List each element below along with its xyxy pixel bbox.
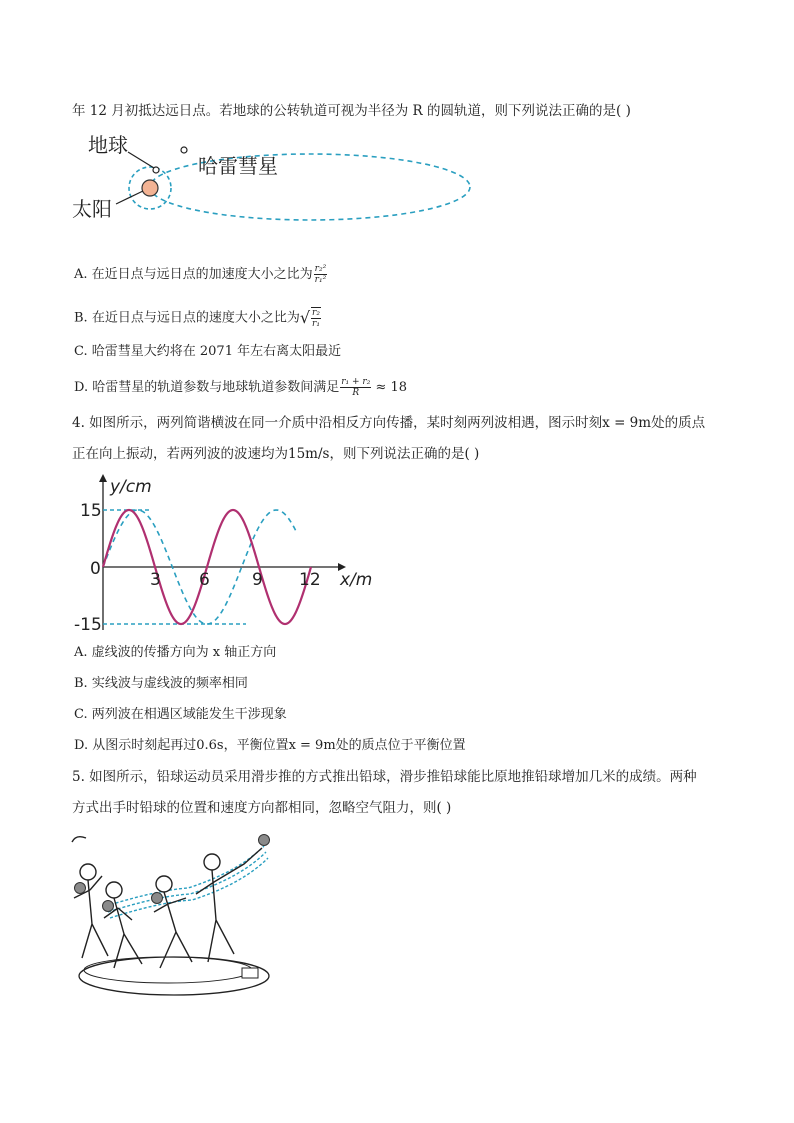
- sun-pointer: [116, 191, 143, 204]
- q3-option-b: [74, 307, 321, 329]
- x-axis-label: x/m: [340, 570, 373, 590]
- shot-ball-icon: [152, 893, 163, 904]
- q3-option-d-tail: ≈ 18: [375, 380, 408, 395]
- comet-icon: [181, 147, 187, 153]
- y-tick-neg15: -15: [74, 615, 102, 635]
- athlete-figure: [154, 876, 192, 968]
- q4-option-a: A. 虚线波的传播方向为 x 轴正方向: [74, 645, 277, 660]
- athlete-figure: [196, 848, 262, 962]
- axes: [99, 474, 346, 630]
- orbit-figure: [70, 130, 480, 225]
- q3-option-b-text: B. 在近日点与远日点的速度大小之比为: [74, 310, 300, 326]
- throwing-circle: [79, 957, 269, 995]
- fraction-numerator: r₁ + r₂: [341, 377, 371, 387]
- throwing-circle-inner: [84, 957, 252, 983]
- q3-stem: 年 12 月初抵达远日点。若地球的公转轨道可视为半径为 R 的圆轨道，则下列说法正确的是( ): [72, 103, 631, 119]
- shot-ball-icon: [103, 901, 114, 912]
- fraction-numerator: r₂: [312, 308, 320, 318]
- q3-option-a-text: A. 在近日点与远日点的加速度大小之比为: [74, 267, 313, 282]
- sun-label: 太阳: [72, 197, 112, 221]
- fraction-denominator: R: [352, 388, 360, 398]
- q3-option-d: [74, 377, 407, 398]
- fraction: [340, 377, 371, 398]
- shot-ball-icon: [259, 835, 270, 846]
- q3-option-c: C. 哈雷彗星大约将在 2071 年左右离太阳最近: [74, 344, 342, 359]
- x-tick-6: 6: [199, 570, 210, 590]
- shot-ball-icon: [75, 883, 86, 894]
- fraction-denominator: r₁²: [314, 275, 327, 285]
- earth-pointer: [128, 152, 154, 168]
- fraction: [311, 307, 321, 329]
- x-tick-3: 3: [150, 570, 161, 590]
- q3-option-a: [74, 264, 327, 285]
- athlete-figure: [72, 837, 108, 958]
- fraction: [314, 264, 328, 285]
- q4-stem-line2: 正在向上振动，若两列波的波速均为15m/s，则下列说法正确的是( ): [72, 446, 480, 462]
- q5-stem-line1: 5. 如图所示，铅球运动员采用滑步推的方式推出铅球，滑步推铅球能比原地推铅球增加几米的成绩。两种: [72, 769, 697, 785]
- x-tick-12: 12: [299, 570, 321, 590]
- y-tick-15: 15: [80, 501, 102, 521]
- ball-path-icon: [106, 846, 264, 906]
- earth-label: 地球: [88, 133, 128, 157]
- wave-chart: [70, 470, 390, 640]
- q5-stem-line2: 方式出手时铅球的位置和速度方向都相同，忽略空气阻力，则( ): [72, 800, 452, 816]
- fraction-denominator: r₁: [312, 319, 320, 329]
- ball-path-icon: [108, 852, 266, 912]
- shot-put-figure: [68, 828, 298, 1000]
- sqrt-icon: √: [299, 308, 311, 327]
- sun-icon: [142, 180, 158, 196]
- q3-option-d-text: D. 哈雷彗星的轨道参数与地球轨道参数间满足: [74, 380, 340, 395]
- x-tick-9: 9: [252, 570, 263, 590]
- q4-option-b: B. 实线波与虚线波的频率相同: [74, 676, 248, 691]
- stop-board: [242, 968, 258, 978]
- athlete-figure: [104, 882, 142, 968]
- q4-stem-line1: 4. 如图所示，两列简谐横波在同一介质中沿相反方向传播，某时刻两列波相遇，图示时刻x = 9m处的质点: [72, 415, 706, 431]
- comet-label: 哈雷彗星: [198, 154, 278, 178]
- y-axis-arrow-icon: [99, 474, 107, 482]
- q4-option-c: C. 两列波在相遇区域能发生干涉现象: [74, 707, 287, 722]
- origin-label: 0: [90, 559, 101, 579]
- q4-option-d: D. 从图示时刻起再过0.6s，平衡位置x = 9m处的质点位于平衡位置: [74, 738, 466, 753]
- fraction-numerator: r₂²: [314, 264, 327, 274]
- y-axis-label: y/cm: [110, 477, 152, 497]
